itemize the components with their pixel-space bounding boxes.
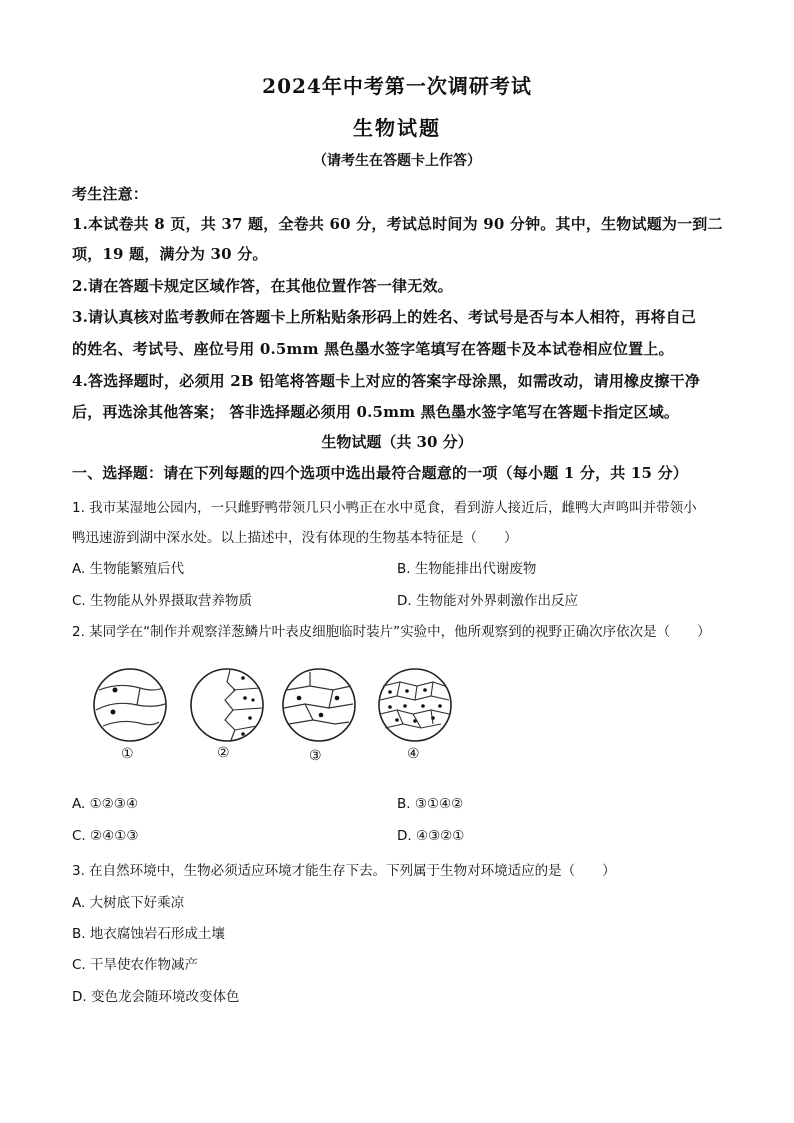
notice-line-1: 1.本试卷共 8 页，共 37 题，全卷共 60 分，考试总时间为 90 分钟。其中，生物试题为一到二 <box>72 215 723 233</box>
q2-option-d: D. ④③②① <box>397 828 465 844</box>
q3-option-c: C. 干旱使农作物减产 <box>72 957 199 973</box>
notice-line-5: 的姓名、考试号、座位号用 0.5mm 黑色墨水签字笔填写在答题卡及本试卷相应位置上。 <box>72 340 674 358</box>
q1-stem-line-1: 1. 我市某湿地公园内，一只雌野鸭带领几只小鸭正在水中觅食，看到游人接近后，雌鸭大声鸣叫并带领小 <box>72 500 697 516</box>
view-4-label: ④ <box>407 746 420 762</box>
notice-heading: 考生注意： <box>72 185 149 203</box>
notice-line-6: 4.答选择题时，必须用 2B 铅笔将答题卡上对应的答案字母涂黑，如需改动，请用橡皮擦干净 <box>72 372 701 390</box>
view-2-cells <box>191 669 263 741</box>
section-title: 生物试题（共 30 分） <box>321 433 473 451</box>
part-one-heading: 一、选择题：请在下列每题的四个选项中选出最符合题意的一项（每小题 1 分，共 15 分） <box>72 464 689 482</box>
q1-option-d: D. 生物能对外界刺激作出反应 <box>397 593 578 609</box>
microscope-views-figure <box>85 660 465 770</box>
subject-title: 生物试题 <box>353 116 441 140</box>
q3-stem-line-1: 3. 在自然环境中，生物必须适应环境才能生存下去。下列属于生物对环境适应的是（ ） <box>72 863 616 879</box>
view-4-cells <box>379 669 451 741</box>
notice-line-4: 3.请认真核对监考教师在答题卡上所粘贴条形码上的姓名、考试号是否与本人相符，再将自己 <box>72 308 697 326</box>
notice-line-7: 后，再选涂其他答案； 答非选择题必须用 0.5mm 黑色墨水签字笔写在答题卡指定区域。 <box>72 403 680 421</box>
notice-line-3: 2.请在答题卡规定区域作答，在其他位置作答一律无效。 <box>72 277 453 295</box>
q3-option-a: A. 大树底下好乘凉 <box>72 895 185 911</box>
q1-option-c: C. 生物能从外界摄取营养物质 <box>72 593 253 609</box>
view-2-label: ② <box>217 745 230 761</box>
q2-option-a: A. ①②③④ <box>72 796 138 812</box>
q1-stem-line-2: 鸭迅速游到湖中深水处。以上描述中，没有体现的生物基本特征是（ ） <box>72 530 518 546</box>
view-1-cells <box>94 669 166 741</box>
q2-option-b: B. ③①④② <box>397 796 464 812</box>
notice-line-2: 项，19 题，满分为 30 分。 <box>72 245 268 263</box>
view-3-label: ③ <box>309 748 322 764</box>
q1-option-a: A. 生物能繁殖后代 <box>72 561 185 577</box>
q3-option-b: B. 地衣腐蚀岩石形成土壤 <box>72 926 225 942</box>
answer-note: （请考生在答题卡上作答） <box>313 153 481 169</box>
exam-title: 2024年中考第一次调研考试 <box>262 74 532 98</box>
q3-option-d: D. 变色龙会随环境改变体色 <box>72 989 240 1005</box>
q2-stem-line-1: 2. 某同学在“制作并观察洋葱鳞片叶表皮细胞临时装片”实验中，他所观察到的视野正确次序依次是（ ） <box>72 624 711 640</box>
q1-option-b: B. 生物能排出代谢废物 <box>397 561 537 577</box>
view-3-cells <box>283 669 355 741</box>
q2-option-c: C. ②④①③ <box>72 828 139 844</box>
view-1-label: ① <box>121 746 134 762</box>
